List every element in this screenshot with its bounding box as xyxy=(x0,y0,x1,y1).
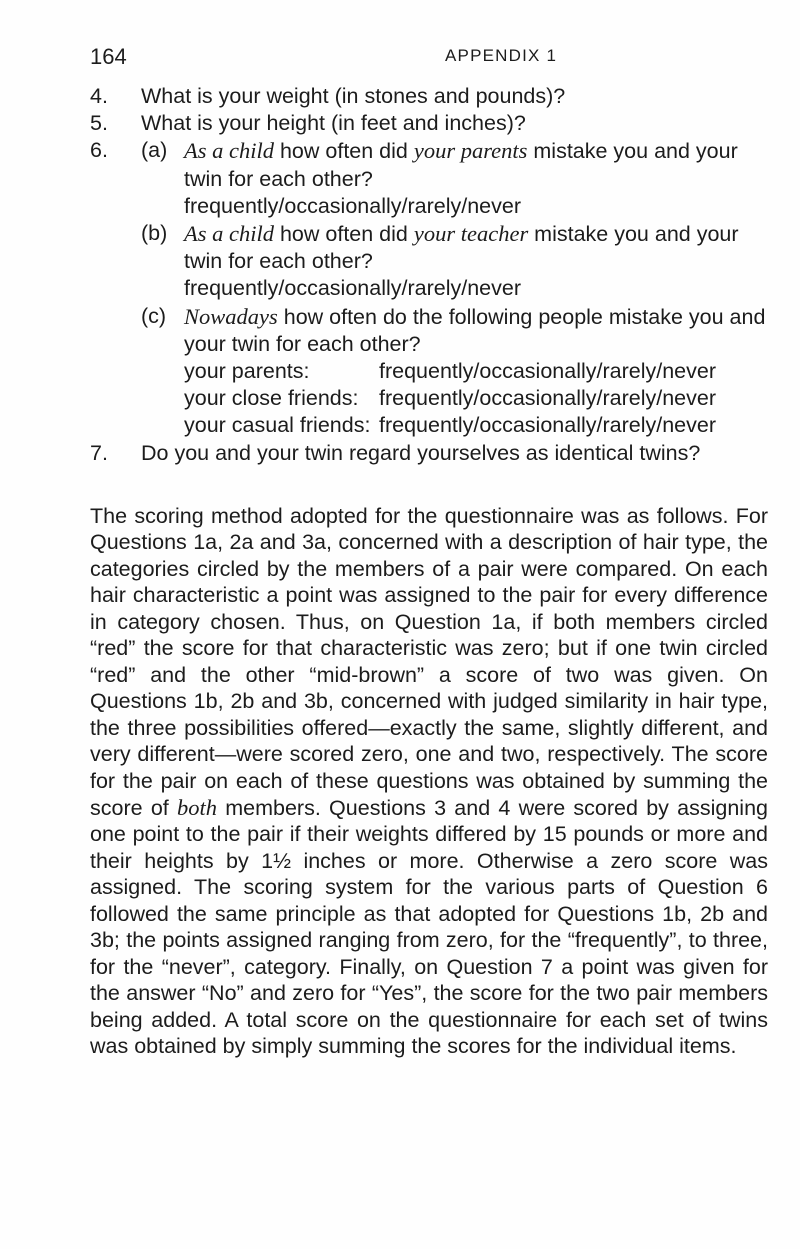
question-text: What is your weight (in stones and pounds)? xyxy=(141,84,566,108)
italic-phrase: As a child xyxy=(184,138,274,164)
answer-options: frequently/occasionally/rarely/never xyxy=(379,359,716,384)
question-6b xyxy=(141,220,780,303)
question-text: Do you and your twin regard yourselves as identical twins? xyxy=(141,440,701,465)
respondent-row xyxy=(184,412,780,439)
page-header xyxy=(90,44,740,72)
question-5 xyxy=(90,110,780,137)
question-6 xyxy=(90,137,780,439)
answer-options: frequently/occasionally/rarely/never xyxy=(379,386,716,411)
answer-options: frequently/occasionally/rarely/never xyxy=(379,413,716,438)
subquestion-text: Nowadays how often do the following people mistake you and your twin for each other? xyxy=(184,303,766,356)
question-text: What is your height (in feet and inches)? xyxy=(141,111,526,136)
page-number: 164 xyxy=(90,44,127,69)
subquestion-text: As a child how often did your teacher mistake you and your twin for each other? xyxy=(184,221,739,274)
question-number: 6. xyxy=(90,138,108,163)
question-6a xyxy=(141,137,780,220)
respondent-row xyxy=(184,358,780,385)
question-number: 7. xyxy=(90,440,108,465)
question-number: 4. xyxy=(90,84,108,108)
subquestion-label: (c) xyxy=(141,303,167,328)
subquestion-label: (b) xyxy=(141,221,168,246)
scoring-paragraph: The scoring method adopted for the questionnaire was as follows. For Questions 1a, 2a and 3a, concerned with a description of hair type, the categories circled by the members of a pair were compared. On each hair characteristic a point was assigned to the pair for every difference in category chosen. Thus, on Question 1a, if both members circled “red” the score for that characteristic was zero; but if one twin circled “red” and the other “mid-brown” a score of two was given. On Questions 1b, 2b and 3b, concerned with judged similarity in hair type, the three possibilities offered—exactly the same, slightly different, and very different—were scored zero, one and two, respectively. The score for the pair on each of these questions was obtained by summing the score of both members. Questions 3 and 4 were scored by assigning one point to the pair if their weights differed by 15 pounds or more and their heights by 1½ inches or more. Otherwise a zero score was assigned. The scoring system for the various parts of Question 6 followed the same principle as that adopted for Questions 1b, 2b and 3b; the points assigned ranging from zero, for the “frequently”, to three, for the “never”, category. Finally, on Question 7 a point was given for the answer “No” and zero for “Yes”, the score for the two pair members being added. A total score on the questionnaire for each set of twins was obtained by simply summing the scores for the individual items. xyxy=(90,503,768,1059)
question-list xyxy=(90,83,780,467)
subquestion-text: As a child how often did your parents mistake you and your twin for each other? xyxy=(184,138,738,191)
italic-phrase: your parents xyxy=(413,138,528,164)
italic-word: both xyxy=(176,794,217,820)
respondent-row xyxy=(184,385,780,412)
italic-phrase: your teacher xyxy=(413,221,529,247)
answer-options: frequently/occasionally/rarely/never xyxy=(184,276,521,301)
question-number: 5. xyxy=(90,111,108,136)
respondent-label: your parents: xyxy=(184,359,310,384)
answer-options: frequently/occasionally/rarely/never xyxy=(184,193,521,218)
italic-phrase: As a child xyxy=(184,221,274,247)
running-head: APPENDIX 1 xyxy=(445,46,558,65)
question-6c xyxy=(141,303,780,440)
respondent-label: your close friends: xyxy=(184,386,359,411)
italic-phrase: Nowadays xyxy=(184,303,278,329)
question-4 xyxy=(90,83,780,110)
respondent-label: your casual friends: xyxy=(184,413,371,438)
subquestion-label: (a) xyxy=(141,138,168,163)
question-7 xyxy=(90,440,780,467)
